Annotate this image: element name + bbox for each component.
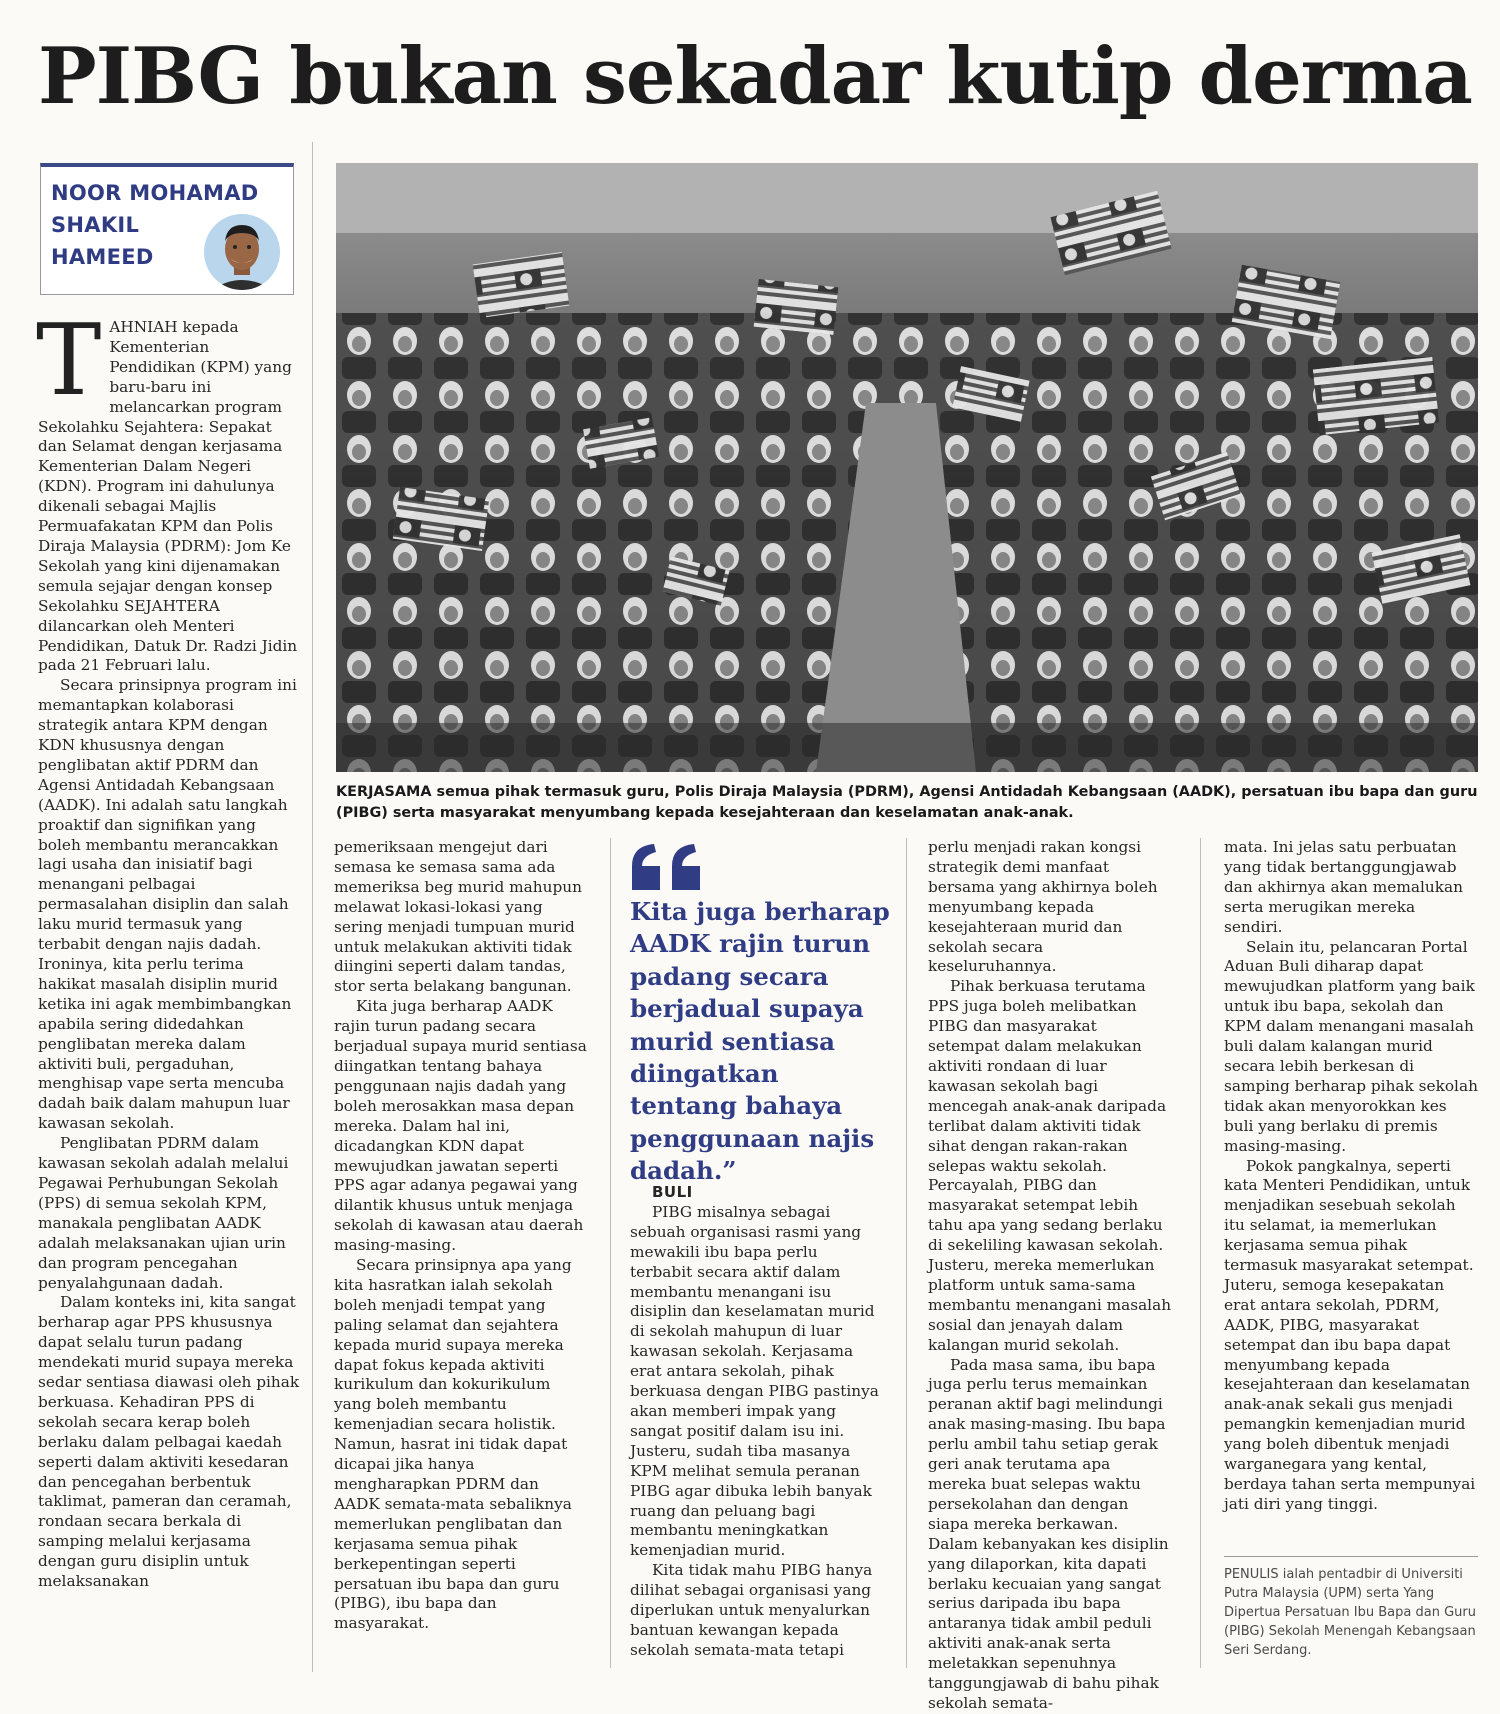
headline: PIBG bukan sekadar kutip derma (38, 31, 1472, 122)
quotation-mark-icon (630, 842, 704, 892)
author-name (51, 177, 259, 273)
column-divider (1200, 838, 1201, 1668)
article-paragraph: Secara prinsipnya program ini memantapkan kolaborasi strategik antara KPM dengan KDN khususnya dengan penglibatan aktif PDRM dan Agensi Antidadah Kebangsaan (AADK). Ini adalah satu langkah proaktif dan signifikan yang boleh membantu merancakkan lagi usaha dan inisiatif bagi menangani pelbagai permasalahan disiplin dan salah laku murid termasuk yang terbabit dengan najis dadah. Ironinya, kita perlu terima hakikat masalah disiplin murid ketika ini agak membimbangkan apabila sering didedahkan penglibatan mereka dalam aktiviti buli, pergaduhan, menghisap vape serta mencuba dadah baik dalam mahupun luar kawasan sekolah. (38, 676, 297, 1133)
article-paragraph: Secara prinsipnya apa yang kita hasratkan ialah sekolah boleh menjadi tempat yang paling selamat dan sejahtera kepada murid supaya mereka dapat fokus kepada aktiviti kurikulum dan kokurikulum yang boleh membantu kemenjadian secara holistik. Namun, hasrat ini tidak dapat dicapai jika hanya mengharapkan PDRM dan AADK semata-mata sebaliknya memerlukan penglibatan dan kerjasama semua pihak berkepentingan seperti persatuan ibu bapa dan guru (PIBG), ibu bapa dan masyarakat. (334, 1256, 572, 1633)
article-column-3 (630, 1183, 882, 1661)
article-paragraph: Kita tidak mahu PIBG hanya dilihat sebagai organisasi yang diperlukan untuk menyalurkan bantuan kewangan kepada sekolah semata-mata tetapi (630, 1561, 873, 1659)
article-column-1 (36, 304, 300, 1592)
article-column-2 (334, 838, 588, 1634)
photo-caption: KERJASAMA semua pihak termasuk guru, Polis Diraja Malaysia (PDRM), Agensi Antidadah Kebangsaan (AADK), persatuan ibu bapa dan guru (PIBG) serta masyarakat menyumbang kepada kesejahteraan dan keselamatan anak-anak. (336, 784, 1478, 821)
article-paragraph: Selain itu, pelancaran Portal Aduan Buli diharap dapat mewujudkan platform yang baik untuk ibu bapa, sekolah dan KPM dalam menangani masalah buli dalam kalangan murid secara lebih berkesan di samping berharap pihak sekolah tidak akan menyorokkan kes buli yang berlaku di premis masing-masing. (1224, 937, 1478, 1155)
article-paragraph: Kita juga berharap AADK rajin turun padang secara berjadual supaya murid sentiasa diingatkan tentang bahaya penggunaan najis dadah yang boleh merosakkan masa depan mereka. Dalam hal ini, dicadangkan KDN dapat mewujudkan jawatan seperti PPS agar adanya pegawai yang dilantik khusus untuk menjaga sekolah di kawasan atau daerah masing-masing. (334, 997, 587, 1255)
paragraph-text: AHNIAH kepada Kementerian Pendidikan (KPM) yang baru-baru ini melancarkan program Sekolahku Sejahtera: Sepakat dan Selamat dengan kerjasama Kementerian Dalam Negeri (KDN). Program ini dahulunya dikenali sebagai Majlis Permuafakatan KPM dan Polis Diraja Malaysia (PDRM): Jom Ke Sekolah yang kini dijenamakan semula sejajar dengan konsep Sekolahku SEJAHTERA dilancarkan oleh Menteri Pendidikan, Datuk Dr. Radzi Jidin pada 21 Februari lalu. (38, 318, 298, 675)
article-paragraph: Pada masa sama, ibu bapa juga perlu terus memainkan peranan aktif bagi melindungi anak masing-masing. Ibu bapa perlu ambil tahu setiap gerak geri anak terutama apa mereka buat selepas waktu persekolahan dan dengan siapa mereka berkawan. Dalam kebanyakan kes disiplin yang dilaporkan, kita dapati berlaku kecuaian yang sangat serius daripada ibu bapa antaranya tidak ambil peduli aktiviti anak-anak serta meletakkan sepenuhnya tanggungjawab di bahu pihak sekolah semata- (928, 1355, 1169, 1712)
crowd-of-students-waving-flags-photo (336, 163, 1478, 772)
article-paragraph: PIBG misalnya sebagai sebuah organisasi rasmi yang mewakili ibu bapa perlu terbabit secara aktif dalam membantu menangani isu disiplin dan keselamatan murid di sekolah mahupun di luar kawasan sekolah. Kerjasama erat antara sekolah, pihak berkuasa dengan PIBG pastinya akan memberi impak yang sangat positif dalam isu ini. Justeru, sudah tiba masanya KPM melihat semula peranan PIBG agar dibuka lebih banyak ruang dan peluang bagi membantu meningkatkan kemenjadian murid. (630, 1202, 879, 1560)
article-paragraph: Pokok pangkalnya, seperti kata Menteri Pendidikan, untuk menjadikan sesebuah sekolah itu selamat, ia memerlukan kerjasama semua pihak termasuk masyarakat setempat. Juteru, semoga kesepakatan erat antara sekolah, PDRM, AADK, PIBG, masyarakat setempat dan ibu bapa dapat menyumbang kepada kesejahteraan dan keselamatan anak-anak sekali gus menjadi pemangkin kemenjadian murid yang boleh dibentuk menjadi warganegara yang kental, berdaya tahan serta mempunyai jati diri yang tinggi. (1224, 1156, 1476, 1513)
article-paragraph: mata. Ini jelas satu perbuatan yang tidak bertanggungjawab dan akhirnya akan memalukan serta merugikan mereka sendiri. (1224, 838, 1463, 936)
author-name-line: NOOR MOHAMAD (51, 181, 259, 205)
author-note-divider (1224, 1556, 1478, 1557)
article-paragraph (36, 304, 300, 676)
article-paragraph: pemeriksaan mengejut dari semasa ke semasa sama ada memeriksa beg murid mahupun melawat lokasi-lokasi yang sering menjadi tumpuan murid untuk melakukan aktiviti tidak diingini seperti dalam tandas, stor serta belakang bangunan. (334, 838, 582, 996)
article-column-4 (928, 838, 1172, 1714)
byline-box (40, 163, 294, 295)
pull-quote: Kita juga berharap AADK rajin turun padang secara berjadual supaya murid sentiasa diingatkan tentang bahaya penggunaan najis dadah.” (630, 897, 890, 1186)
article-column-5 (1224, 838, 1478, 1515)
dropcap: T (36, 304, 102, 418)
article-paragraph: Pihak berkuasa terutama PPS juga boleh melibatkan PIBG dan masyarakat setempat dalam melakukan aktiviti rondaan di luar kawasan sekolah bagi mencegah anak-anak daripada terlibat dalam aktiviti tidak sihat dengan rakan-rakan selepas waktu sekolah. Percayalah, PIBG dan masyarakat setempat lebih tahu apa yang sedang berlaku di sekeliling kawasan sekolah. Justeru, mereka memerlukan platform untuk sama-sama membantu menangani masalah sosial dan jenayah dalam kalangan murid sekolah. (928, 977, 1172, 1354)
author-name-line: SHAKIL (51, 213, 140, 237)
author-portrait-icon (197, 211, 287, 293)
column-divider (610, 838, 611, 1668)
article-paragraph: perlu menjadi rakan kongsi strategik demi manfaat bersama yang akhirnya boleh menyumbang kepada kesejahteraan murid dan sekolah secara keseluruhannya. (928, 838, 1158, 976)
column-divider (906, 838, 907, 1668)
author-note: PENULIS ialah pentadbir di Universiti Putra Malaysia (UPM) serta Yang Dipertua Persatuan Ibu Bapa dan Guru (PIBG) Sekolah Menengah Kebangsaan Seri Serdang. (1224, 1567, 1476, 1658)
article-paragraph: Dalam konteks ini, kita sangat berharap agar PPS khususnya dapat selalu turun padang mendekati murid supaya mereka sedar sentiasa diawasi oleh pihak berkuasa. Kehadiran PPS di sekolah secara kerap boleh berlaku dalam pelbagai kaedah seperti dalam aktiviti kesedaran dan pencegahan berbentuk taklimat, pameran dan ceramah, rondaan secara berkala di samping melalui kerjasama dengan guru disiplin untuk melaksanakan (38, 1293, 300, 1591)
section-subhead: BULI (652, 1183, 693, 1201)
article-paragraph: Penglibatan PDRM dalam kawasan sekolah adalah melalui Pegawai Perhubungan Sekolah (PPS) di semua sekolah KPM, manakala penglibatan AADK adalah melaksanakan ujian urin dan program pencegahan penyalahgunaan dadah. (38, 1134, 289, 1292)
column-divider (312, 142, 313, 1672)
author-name-line: HAMEED (51, 245, 154, 269)
